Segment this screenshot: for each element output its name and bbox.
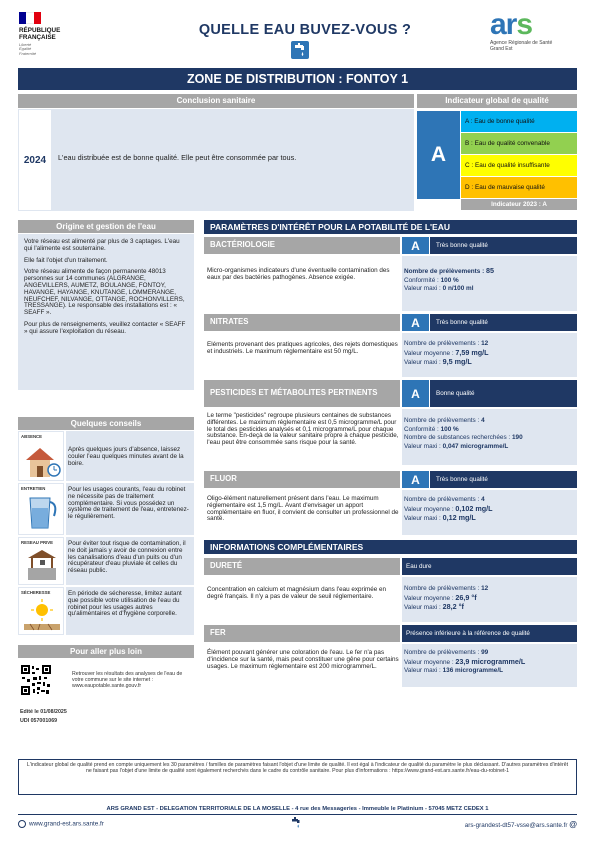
udi-code: UDI 057001069 [20,718,58,724]
stat-label: Nombre de prélèvements : [404,585,480,592]
water-tap-icon [289,816,303,830]
param-letter: A [402,237,429,254]
indicator-letter: A [417,111,460,199]
footer-divider [18,814,577,815]
stat-label: Nombre de prélèvements : [404,417,480,424]
stat-row [404,285,577,294]
tip-icon-label: RESEAU PRIVE [21,540,53,545]
stat-value: 0 n/100 ml [442,285,474,293]
stat-value: 0,047 microgramme/L [442,442,509,450]
edit-date: Edité le 01/08/2025 [20,709,67,715]
param-quality: Très bonne qualité [430,237,577,254]
stat-value: 100 % [440,425,459,433]
qr-code-icon[interactable] [20,664,52,696]
rf-line: RÉPUBLIQUE [19,27,61,34]
info-quality: Présence inférieure à la référence de qualité [402,625,577,642]
param-description: Oligo-élément naturellement présent dans l'eau. Le maximum réglementaire est 1,5 mg/L. Avant d'envisager un apport complémentaire en fluor, il convient de consulter un professionnel de santé. [204,496,400,532]
footer-website[interactable] [18,820,104,828]
tip-text: Pour les usages courants, l'eau du robinet ne nécessite pas de traitement complémentaire. Si vous possédez un système de traitement de l'eau, entretenez-le régulièrement. [66,483,194,535]
rf-motto: Égalité [19,46,32,52]
param-description: Le terme "pesticides" regroupe plusieurs centaines de substances différentes. Le maximum réglementaire est 0,5 microgramme/L pour le total des pesticides analysés et 0,1 microgramme/L pour chaque substance. En-deçà de la valeur sanitaire propre à chaque pesticide, l'eau peut être consommée sans risque pour la santé. [204,413,400,463]
param-quality: Très bonne qualité [430,471,577,488]
ars-region: Grand Est [490,46,513,52]
stat-row [404,267,577,277]
advice-tip-entretien [18,483,194,535]
footer-address: ARS GRAND EST - DELEGATION TERRITORIALE DE LA MOSELLE - 4 rue des Messageries - Immeuble le Platinium - 57045 METZ CEDEX 1 [106,806,489,812]
water-tap-icon [291,41,309,59]
indicator-level-c: C : Eau de qualité insuffisante [461,155,577,176]
stat-row [404,667,577,676]
stat-label: Valeur maxi : [404,515,441,523]
stat-value: 0,102 mg/L [455,503,493,513]
origin-paragraph: Votre réseau alimente de façon permanente 48013 personnes sur 14 communes (ALGRANGE, ANGEVILLERS, AUMETZ, BOULANGE, FONTOY, HAVANGE, HAYANGE, KNUTANGE, LOMMERANGE, NEUFCHEF, NILVANGE, OTTANGE, ROCHONVILLERS, TRESSANGE). Le responsable des installations est : « SEAFF ». [24,268,185,317]
info-description: Concentration en calcium et magnésium dans l'eau exprimée en degré français. Il n'y a pas de valeur de seuil réglementaire. [204,587,400,617]
ars-wordmark: ars [490,8,533,41]
stat-row [404,426,577,435]
stat-label: Valeur maxi : [404,359,441,367]
ars-logo [490,10,580,52]
stat-value: 100 % [440,276,459,284]
stat-label: Valeur moyenne : [404,349,454,357]
stat-row [404,658,577,668]
info-heading: INFORMATIONS COMPLÉMENTAIRES [204,540,577,554]
stat-row [404,594,577,604]
param-name: BACTÉRIOLOGIE [204,237,400,254]
stat-label: Valeur maxi : [404,442,441,450]
stat-value: 136 microgramme/L [442,667,503,675]
stat-row [404,417,577,426]
advice-tip-absence [18,431,194,481]
stat-value: 26,9 °f [455,592,477,602]
info-name: FER [204,625,400,642]
param-letter: A [402,380,429,407]
indicator-previous-year: Indicateur 2023 : A [461,199,577,210]
info-stats [402,577,577,622]
param-description: Eléments provenant des pratiques agricoles, des rejets domestiques et industriels. Le maximum réglementaire est 50 mg/L. [204,342,400,372]
conclusion-text: L'eau distribuée est de bonne qualité. Elle peut être consommée par tous. [58,153,297,162]
more-heading: Pour aller plus loin [18,645,194,658]
stat-value: 12 [481,340,489,347]
more-text: Retrouver les résultats des analyses de l'eau de votre commune sur le site internet : www.eaupotable.sante.gouv.fr [72,671,183,689]
indicator-heading: Indicateur global de qualité [417,94,577,108]
at-icon: @ [569,820,577,829]
info-name: DURETÉ [204,558,400,575]
stat-label: Nombre de prélèvements : [404,649,480,656]
stat-value: 4 [481,417,485,424]
email-link[interactable]: ars-grandest-dt57-vsse@ars.sante.fr [464,822,568,829]
param-letter: A [402,314,429,331]
rf-motto: Liberté [19,42,32,47]
footer-email[interactable] [426,820,577,829]
stat-row [404,340,577,349]
origin-paragraph: Elle fait l'objet d'un traitement. [24,256,108,264]
stat-label: Conformité : [404,425,439,433]
rf-motto: Fraternité [19,50,37,56]
stat-row [404,349,577,359]
param-quality: Très bonne qualité [430,314,577,331]
origin-paragraph: Votre réseau est alimenté par plus de 3 captages. L'eau qui l'alimente est souterraine. [24,238,180,252]
stat-value: 190 [512,434,523,442]
info-description: Élément pouvant générer une coloration de l'eau. Le fer n'a pas d'incidence sur la santé, mais peut constituer une gêne pour certains usages. Le maximum réglementaire est 200 microgramme/L. [204,650,400,686]
tip-icon-label: ENTRETIEN [21,486,46,491]
param-name: NITRATES [204,314,400,331]
well-icon [18,537,64,585]
origin-paragraph: Pour plus de renseignements, veuillez contacter « SEAFF » qui assure l'exploitation du réseau. [24,320,186,335]
stat-value: 28,2 °f [442,602,464,612]
tip-text: En période de sécheresse, limitez autant que possible votre utilisation de l'eau du robinet pour les usages autres qu'alimentaires et d'hygiène corporelle. [66,587,194,635]
stat-row [404,358,577,368]
param-name: PESTICIDES ET MÉTABOLITES PERTINENTS [204,380,400,407]
params-heading: PARAMÈTRES D'INTÉRÊT POUR LA POTABILITÉ DE L'EAU [204,220,577,234]
param-stats [402,333,577,377]
indicator-level-d: D : Eau de mauvaise qualité [461,177,577,198]
stat-label: Conformité : [404,276,439,284]
globe-icon [18,820,26,828]
stat-row [404,277,577,286]
param-name: FLUOR [204,471,400,488]
edit-info [20,708,67,726]
stat-value: 12 [481,585,489,592]
conclusion-heading: Conclusion sanitaire [18,94,414,108]
footer-note: L'indicateur global de qualité prend en compte uniquement les 30 paramètres / familles de paramètres faisant l'objet d'une limite de qualité. Il est égal à l'indicateur de qualité du paramètre le plus déclassant. D'autres paramètres d'intérêt ne faisant pas l'objet d'une limite de qualité sont également recherchés dans le cadre du contrôle sanitaire. Pour plus d'informations : https://www.grand-est.ars.sante.fr/eau-du-robinet-1 [18,759,577,795]
param-stats [402,409,577,465]
advice-tip-secheresse [18,587,194,635]
stat-row [404,434,577,443]
stat-label: Valeur maxi : [404,604,441,612]
stat-value: 99 [481,649,489,656]
conclusion-year: 2024 [18,109,52,211]
stat-row [404,585,577,594]
stat-value: 85 [486,266,495,275]
advice-heading: Quelques conseils [18,417,194,430]
param-stats [402,490,577,535]
stat-row [404,514,577,524]
origin-panel [18,234,194,390]
stat-label: Valeur moyenne : [404,505,454,513]
website-link[interactable]: www.grand-est.ars.sante.fr [29,820,104,828]
tip-text: Après quelques jours d'absence, laissez couler l'eau quelques minutes avant de la boire. [66,431,194,481]
stat-row [404,443,577,452]
indicator-level-a: A : Eau de bonne qualité [461,111,577,132]
advice-tip-reseau-prive [18,537,194,585]
house-icon [18,431,64,481]
info-quality: Eau dure [402,558,577,575]
stat-row [404,603,577,613]
tip-text: Pour éviter tout risque de contamination, il ne doit jamais y avoir de connexion entre les canalisations d'eau d'un puits ou d'un récupérateur d'eau pluviale et celles du réseau public. [66,537,194,585]
param-description: Micro-organismes indicateurs d'une éventuelle contamination des eaux par des bactéries pathogènes. Absence exigée. [204,268,400,308]
ars-subtitle: Agence Régionale de Santé [490,40,553,46]
origin-heading: Origine et gestion de l'eau [18,220,194,233]
stat-value: 4 [481,496,485,503]
stat-label: Valeur moyenne : [404,594,454,602]
tip-icon-label: ABSENCE [21,434,43,439]
zone-title: ZONE DE DISTRIBUTION : FONTOY 1 [18,68,577,90]
info-stats [402,644,577,687]
stat-label: Nombre de prélèvements : [404,340,480,347]
tip-icon-label: SÉCHERESSE [21,590,51,595]
stat-label: Valeur moyenne : [404,658,454,666]
stat-label: Nombre de prélèvements : [404,268,485,275]
stat-value: 7,59 mg/L [455,347,489,357]
stat-row [404,505,577,515]
republique-francaise-logo [19,12,79,56]
stat-label: Nombre de substances recherchées : [404,434,511,442]
stat-label: Nombre de prélèvements : [404,496,480,503]
param-quality: Bonne qualité [430,380,577,407]
param-letter: A [402,471,429,488]
rf-line: FRANÇAISE [19,34,56,41]
indicator-level-b: B : Eau de qualité convenable [461,133,577,154]
stat-label: Valeur maxi : [404,667,441,675]
param-stats [402,256,577,311]
page-title: QUELLE EAU BUVEZ-VOUS ? [198,22,412,38]
water-jug-icon [18,483,64,535]
stat-label: Valeur maxi : [404,285,441,293]
drought-icon [18,587,64,635]
stat-value: 0,12 mg/L [442,513,476,523]
stat-value: 23,9 microgramme/L [455,656,526,666]
stat-value: 9,5 mg/L [442,357,472,367]
french-flag-icon [19,12,41,24]
